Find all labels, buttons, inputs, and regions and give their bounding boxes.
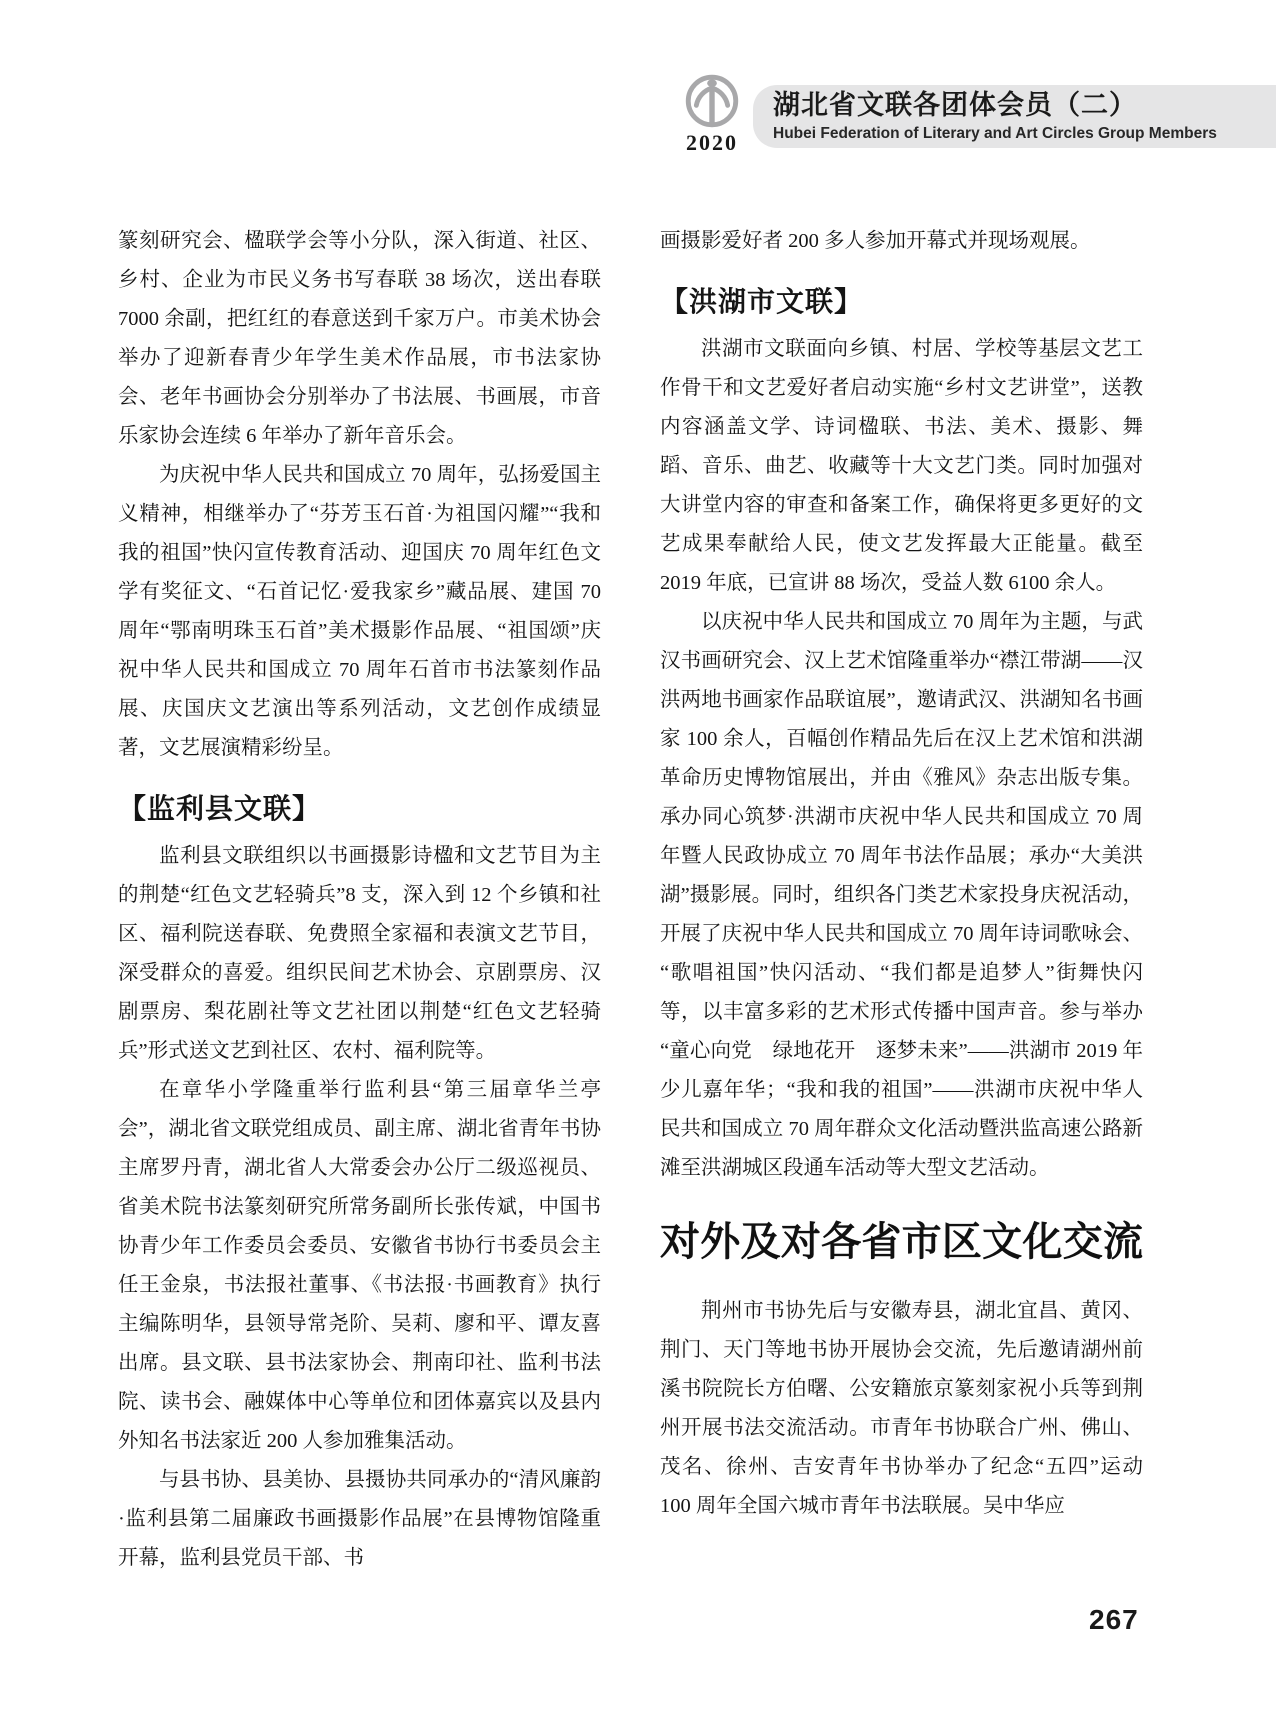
logo-block <box>664 74 760 156</box>
section-heading: 【洪湖市文联】 <box>660 287 864 318</box>
paragraph: 荆州市书协先后与安徽寿县，湖北宜昌、黄冈、荆门、天门等地书协开展协会交流，先后邀请湖州前溪书院院长方伯曙、公安籍旅京篆刻家祝小兵等到荆州开展书法交流活动。市青年书协联合广州、佛山、茂名、徐州、吉安青年书协举办了纪念“五四”运动 100 周年全国六城市青年书法联展。吴中华应 <box>660 1300 1143 1517</box>
paragraph: 洪湖市文联面向乡镇、村居、学校等基层文艺工作骨干和文艺爱好者启动实施“乡村文艺讲堂”，送教内容涵盖文学、诗词楹联、书法、美术、摄影、舞蹈、音乐、曲艺、收藏等十大文艺门类。同时加强对大讲堂内容的审查和备案工作，确保将更多更好的文艺成果奉献给人民，使文艺发挥最大正能量。截至 2019 年底，已宣讲 88 场次，受益人数 6100 余人。 <box>660 338 1143 594</box>
right-column <box>660 222 1143 1526</box>
page-number: 267 <box>1089 1604 1139 1635</box>
section-heading: 【监利县文联】 <box>118 794 322 825</box>
chapter-heading: 对外及对各省市区文化交流 <box>660 1219 1143 1264</box>
wenlian-logo-icon <box>685 74 739 128</box>
paragraph: 在章华小学隆重举行监利县“第三届章华兰亭会”，湖北省文联党组成员、副主席、湖北省青年书协主席罗丹青，湖北省人大常委会办公厅二级巡视员、省美术院书法篆刻研究所常务副所长张传斌，中国书协青少年工作委员会委员、安徽省书协行书委员会主任王金泉，书法报社董事、《书法报·书画教育》执行主编陈明华，县领导常尧阶、吴莉、廖和平、谭友喜出席。县文联、县书法家协会、荆南印社、监利书法院、读书会、融媒体中心等单位和团体嘉宾以及县内外知名书法家近 200 人参加雅集活动。 <box>118 1079 601 1452</box>
continuation: 画摄影爱好者 200 多人参加开幕式并现场观展。 <box>660 230 1091 252</box>
page-subtitle: Hubei Federation of Literary and Art Circles Group Members <box>773 124 1217 142</box>
header-title-bar <box>753 85 1276 148</box>
paragraph: 与县书协、县美协、县摄协共同承办的“清风廉韵·监利县第二届廉政书画摄影作品展”在县博物馆隆重开幕，监利县党员干部、书 <box>118 1469 601 1569</box>
left-column <box>118 222 601 1578</box>
continuation: 篆刻研究会、楹联学会等小分队，深入街道、社区、乡村、企业为市民义务书写春联 38 场次，送出春联 7000 余副，把红红的春意送到千家万户。市美术协会举办了迎新春青少年学生美术作品展，市书法家协会、老年书画协会分别举办了书法展、书画展，市音乐家协会连续 6 年举办了新年音乐会。 <box>118 230 601 447</box>
paragraph: 以庆祝中华人民共和国成立 70 周年为主题，与武汉书画研究会、汉上艺术馆隆重举办“襟江带湖——汉洪两地书画家作品联谊展”，邀请武汉、洪湖知名书画家 100 余人，百幅创作精品先后在汉上艺术馆和洪湖革命历史博物馆展出，并由《雅风》杂志出版专集。承办同心筑梦·洪湖市庆祝中华人民共和国成立 70 周年暨人民政协成立 70 周年书法作品展；承办“大美洪湖”摄影展。同时，组织各门类艺术家投身庆祝活动，开展了庆祝中华人民共和国成立 70 周年诗词歌咏会、“歌唱祖国”快闪活动、“我们都是追梦人”街舞快闪等，以丰富多彩的艺术形式传播中国声音。参与举办“童心向党 绿地花开 逐梦未来”——洪湖市 2019 年少儿嘉年华；“我和我的祖国”——洪湖市庆祝中华人民共和国成立 70 周年群众文化活动暨洪监高速公路新滩至洪湖城区段通车活动等大型文艺活动。 <box>660 611 1143 1179</box>
paragraph: 为庆祝中华人民共和国成立 70 周年，弘扬爱国主义精神，相继举办了“芬芳玉石首·为祖国闪耀”“我和我的祖国”快闪宣传教育活动、迎国庆 70 周年红色文学有奖征文、“石首记忆·爱我家乡”藏品展、建国 70 周年“鄂南明珠玉石首”美术摄影作品展、“祖国颂”庆祝中华人民共和国成立 70 周年石首市书法篆刻作品展、庆国庆文艺演出等系列活动，文艺创作成绩显著，文艺展演精彩纷呈。 <box>118 464 601 759</box>
paragraph: 监利县文联组织以书画摄影诗楹和文艺节目为主的荆楚“红色文艺轻骑兵”8 支，深入到 12 个乡镇和社区、福利院送春联、免费照全家福和表演文艺节目，深受群众的喜爱。组织民间艺术协会、京剧票房、汉剧票房、梨花剧社等文艺社团以荆楚“红色文艺轻骑兵”形式送文艺到社区、农村、福利院等。 <box>118 845 601 1062</box>
logo-year: 2020 <box>686 130 738 155</box>
page-title: 湖北省文联各团体会员（二） <box>773 90 1137 121</box>
